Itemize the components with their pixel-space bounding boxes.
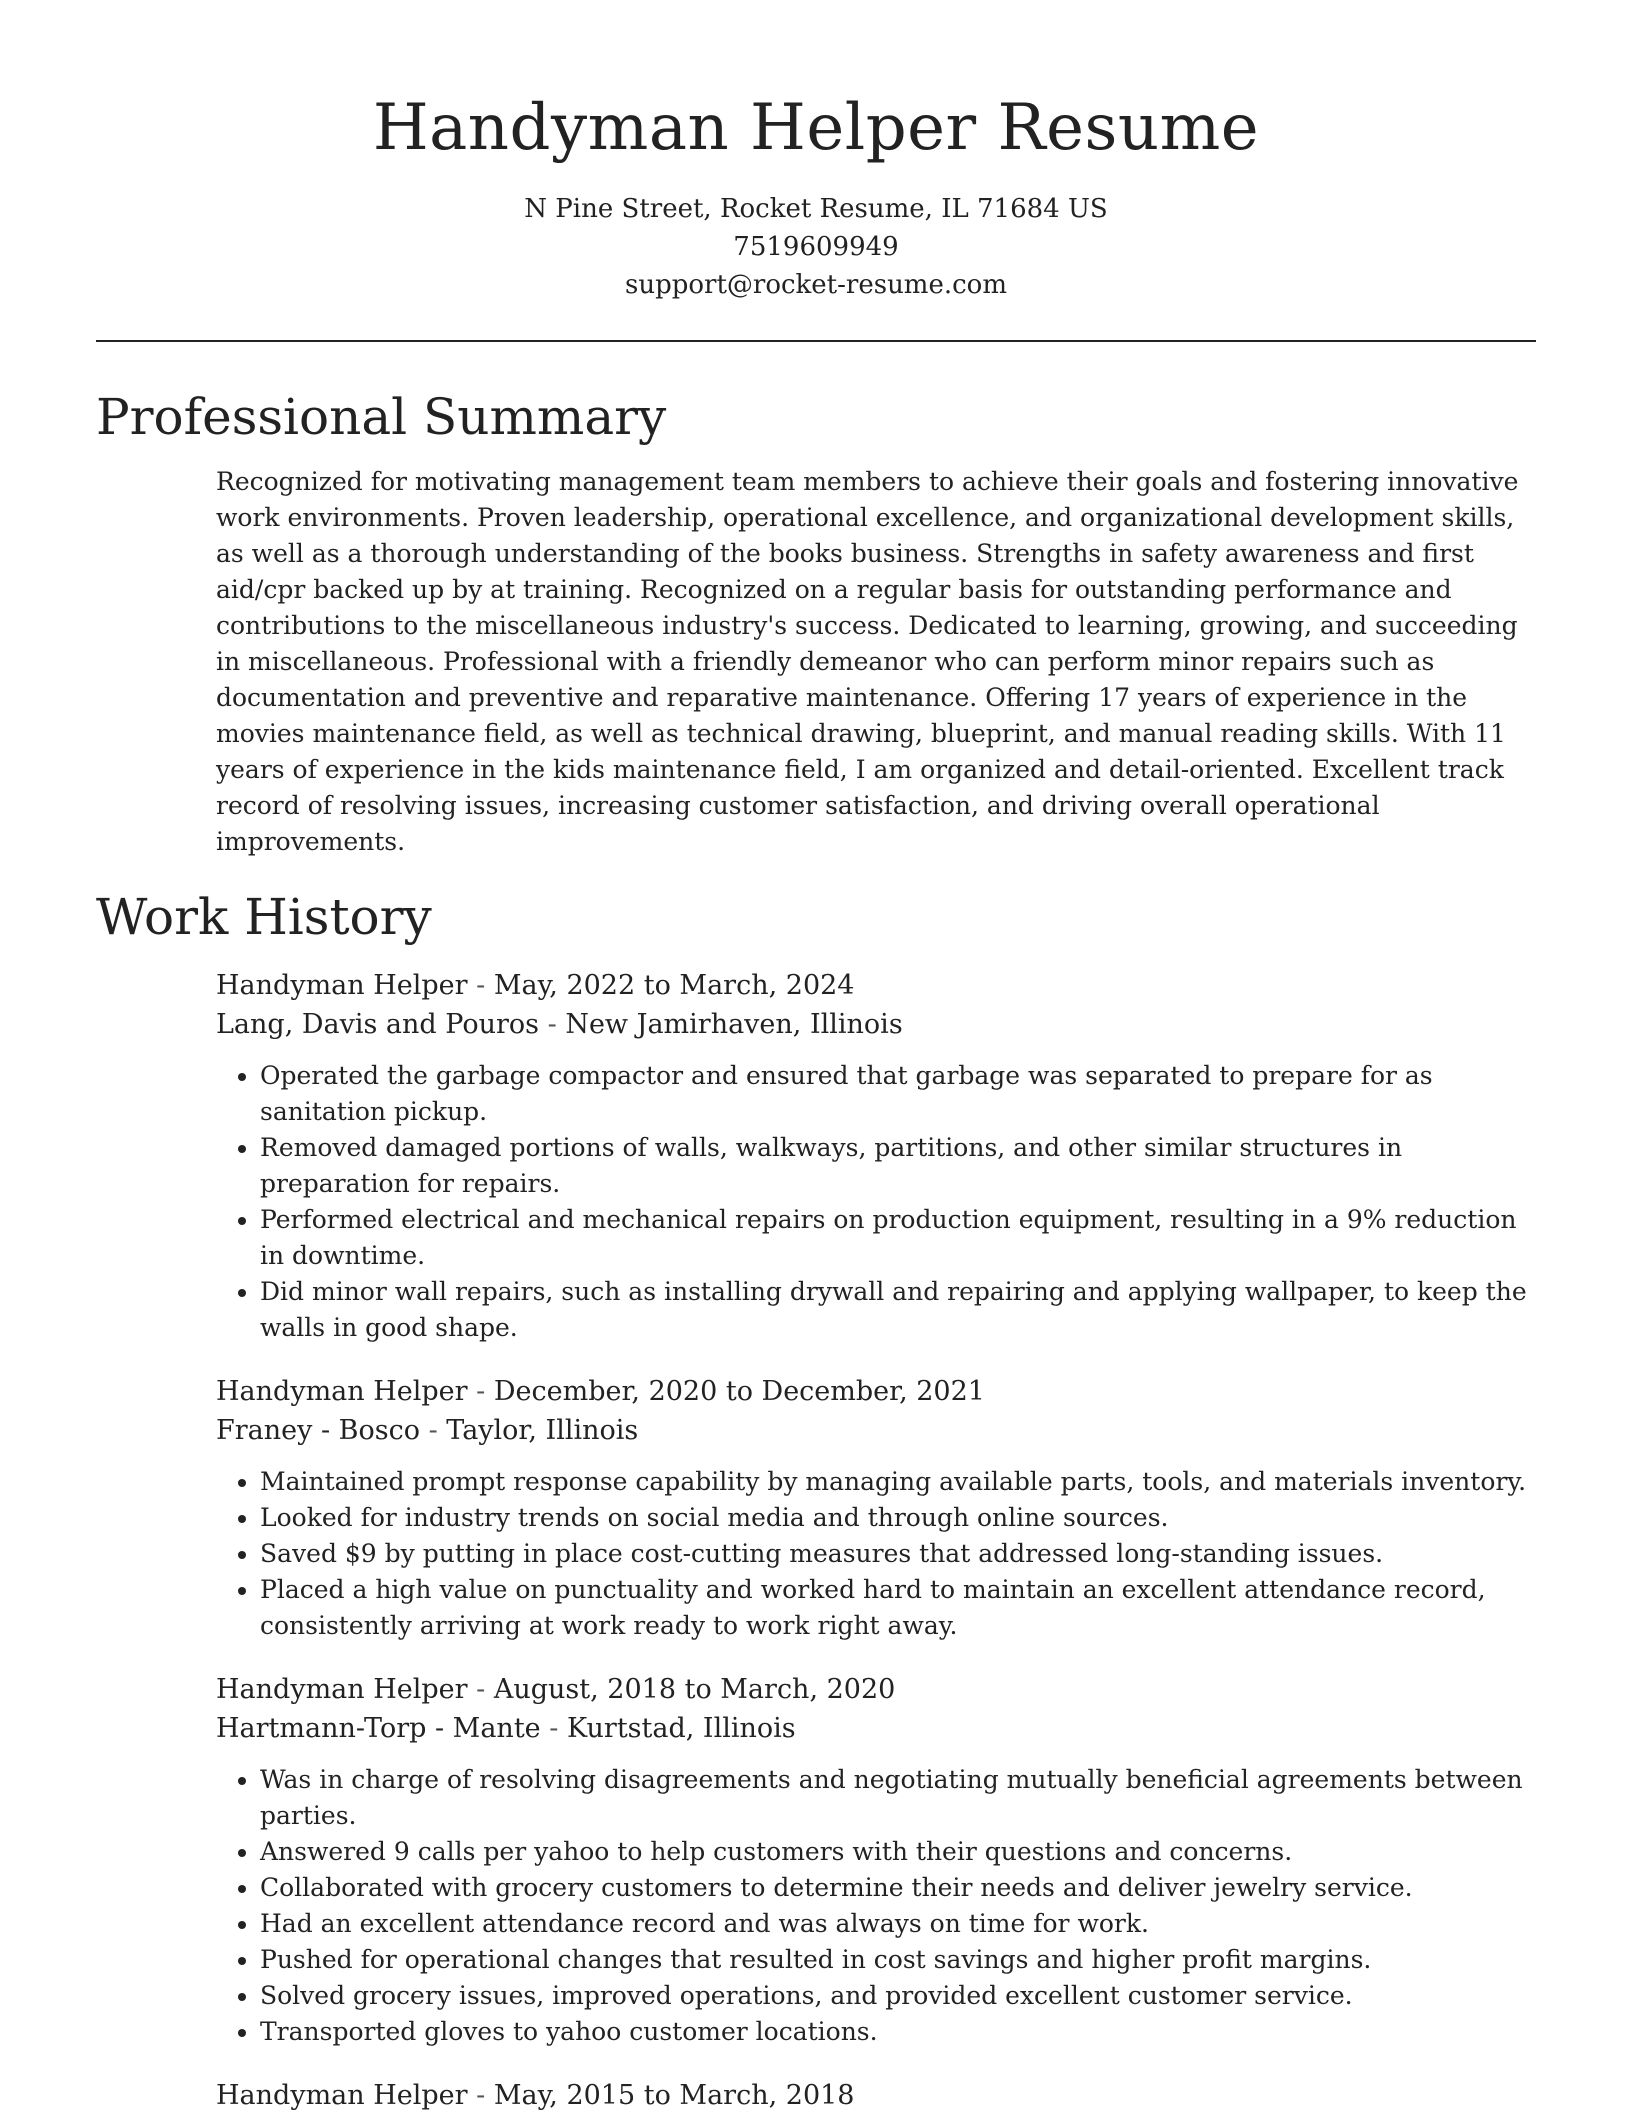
company-name: Franey - Bosco	[216, 1415, 420, 1446]
job-entry	[216, 2076, 1536, 2115]
bullet-item: • Operated the garbage compactor and ensured that garbage was separated to prepare for as sanitation pickup.	[260, 1058, 1536, 1130]
job-title-line	[216, 966, 1536, 1005]
resume-header	[96, 0, 1536, 304]
header-divider	[96, 340, 1536, 342]
separator: -	[467, 1376, 494, 1407]
job-dates: May, 2015 to March, 2018	[493, 2080, 855, 2111]
bullet-item: • Did minor wall repairs, such as installing drywall and repairing and applying wallpaper, to keep the walls in good shape.	[260, 1274, 1536, 1346]
job-title: Handyman Helper	[216, 1376, 468, 1407]
job-entry	[216, 1372, 1536, 1644]
job-title-line	[216, 1372, 1536, 1411]
company-name: Lang, Davis and Pouros	[216, 1009, 540, 1040]
bullet-item: • Removed damaged portions of walls, walkways, partitions, and other similar structures in preparation for repairs.	[260, 1130, 1536, 1202]
bullet-item: • Was in charge of resolving disagreements and negotiating mutually beneficial agreements between parties.	[260, 1762, 1536, 1834]
bullet-item: • Saved $9 by putting in place cost-cutting measures that addressed long-standing issues.	[260, 1536, 1536, 1572]
company-name: Hartmann-Torp - Mante	[216, 1713, 541, 1744]
summary-text: Recognized for motivating management team members to achieve their goals and fostering innovative work environments. Proven leadership, operational excellence, and organizational development skills, as well as a thorough understanding of the books business. Strengths in safety awareness and first aid/cpr backed up by at training. Recognized on a regular basis for outstanding performance and contributions to the miscellaneous industry's success. Dedicated to learning, growing, and succeeding in miscellaneous. Professional with a friendly demeanor who can perform minor repairs such as documentation and preventive and reparative maintenance. Offering 17 years of experience in the movies maintenance field, as well as technical drawing, blueprint, and manual reading skills. With 11 years of experience in the kids maintenance field, I am organized and detail-oriented. Excellent track record of resolving issues, increasing customer satisfaction, and driving overall operational improvements.	[216, 467, 1519, 856]
job-title-line	[216, 1670, 1536, 1709]
bullet-item: • Maintained prompt response capability by managing available parts, tools, and materials inventory.	[260, 1464, 1536, 1500]
job-bullets	[216, 1464, 1536, 1644]
bullet-item: • Pushed for operational changes that resulted in cost savings and higher profit margins.	[260, 1942, 1536, 1978]
phone: 7519609949	[733, 232, 899, 262]
job-title: Handyman Helper	[216, 2080, 468, 2111]
company-location: Kurtstad, Illinois	[566, 1713, 796, 1744]
separator: -	[467, 970, 494, 1001]
email: support@rocket-resume.com	[624, 270, 1007, 300]
bullet-item: • Transported gloves to yahoo customer locations.	[260, 2014, 1536, 2050]
job-company-line	[216, 1709, 1536, 1748]
separator: -	[467, 2080, 494, 2111]
bullet-item: • Performed electrical and mechanical repairs on production equipment, resulting in a 9% reduction in downtime.	[260, 1202, 1536, 1274]
separator: -	[467, 1674, 494, 1705]
job-dates: December, 2020 to December, 2021	[493, 1376, 985, 1407]
job-title: Handyman Helper	[216, 1674, 468, 1705]
bullet-item: • Had an excellent attendance record and was always on time for work.	[260, 1906, 1536, 1942]
job-company-line	[216, 1411, 1536, 1450]
separator: -	[539, 1009, 566, 1040]
job-title: Handyman Helper	[216, 970, 468, 1001]
company-location: Taylor, Illinois	[446, 1415, 639, 1446]
job-entry	[216, 1670, 1536, 2050]
separator: -	[419, 1415, 447, 1446]
bullet-item: • Collaborated with grocery customers to determine their needs and deliver jewelry service.	[260, 1870, 1536, 1906]
job-entry	[216, 966, 1536, 1346]
separator: -	[540, 1713, 567, 1744]
job-bullets	[216, 1058, 1536, 1346]
work-history-heading: Work History	[96, 888, 432, 946]
job-bullets	[216, 1762, 1536, 2050]
work-history-list	[216, 966, 1536, 2115]
bullet-item: • Placed a high value on punctuality and worked hard to maintain an excellent attendance record, consistently arriving at work ready to work right away.	[260, 1572, 1536, 1644]
job-dates: August, 2018 to March, 2020	[493, 1674, 896, 1705]
summary-heading: Professional Summary	[96, 388, 667, 446]
bullet-item: • Looked for industry trends on social media and through online sources.	[260, 1500, 1536, 1536]
job-dates: May, 2022 to March, 2024	[493, 970, 855, 1001]
job-title-line	[216, 2076, 1536, 2115]
bullet-item: • Solved grocery issues, improved operations, and provided excellent customer service.	[260, 1978, 1536, 2014]
job-company-line	[216, 1005, 1536, 1044]
resume-title: Handyman Helper Resume	[372, 91, 1260, 165]
company-location: New Jamirhaven, Illinois	[565, 1009, 903, 1040]
contact-info	[96, 190, 1536, 304]
bullet-item: • Answered 9 calls per yahoo to help customers with their questions and concerns.	[260, 1834, 1536, 1870]
address: N Pine Street, Rocket Resume, IL 71684 US	[524, 194, 1108, 224]
